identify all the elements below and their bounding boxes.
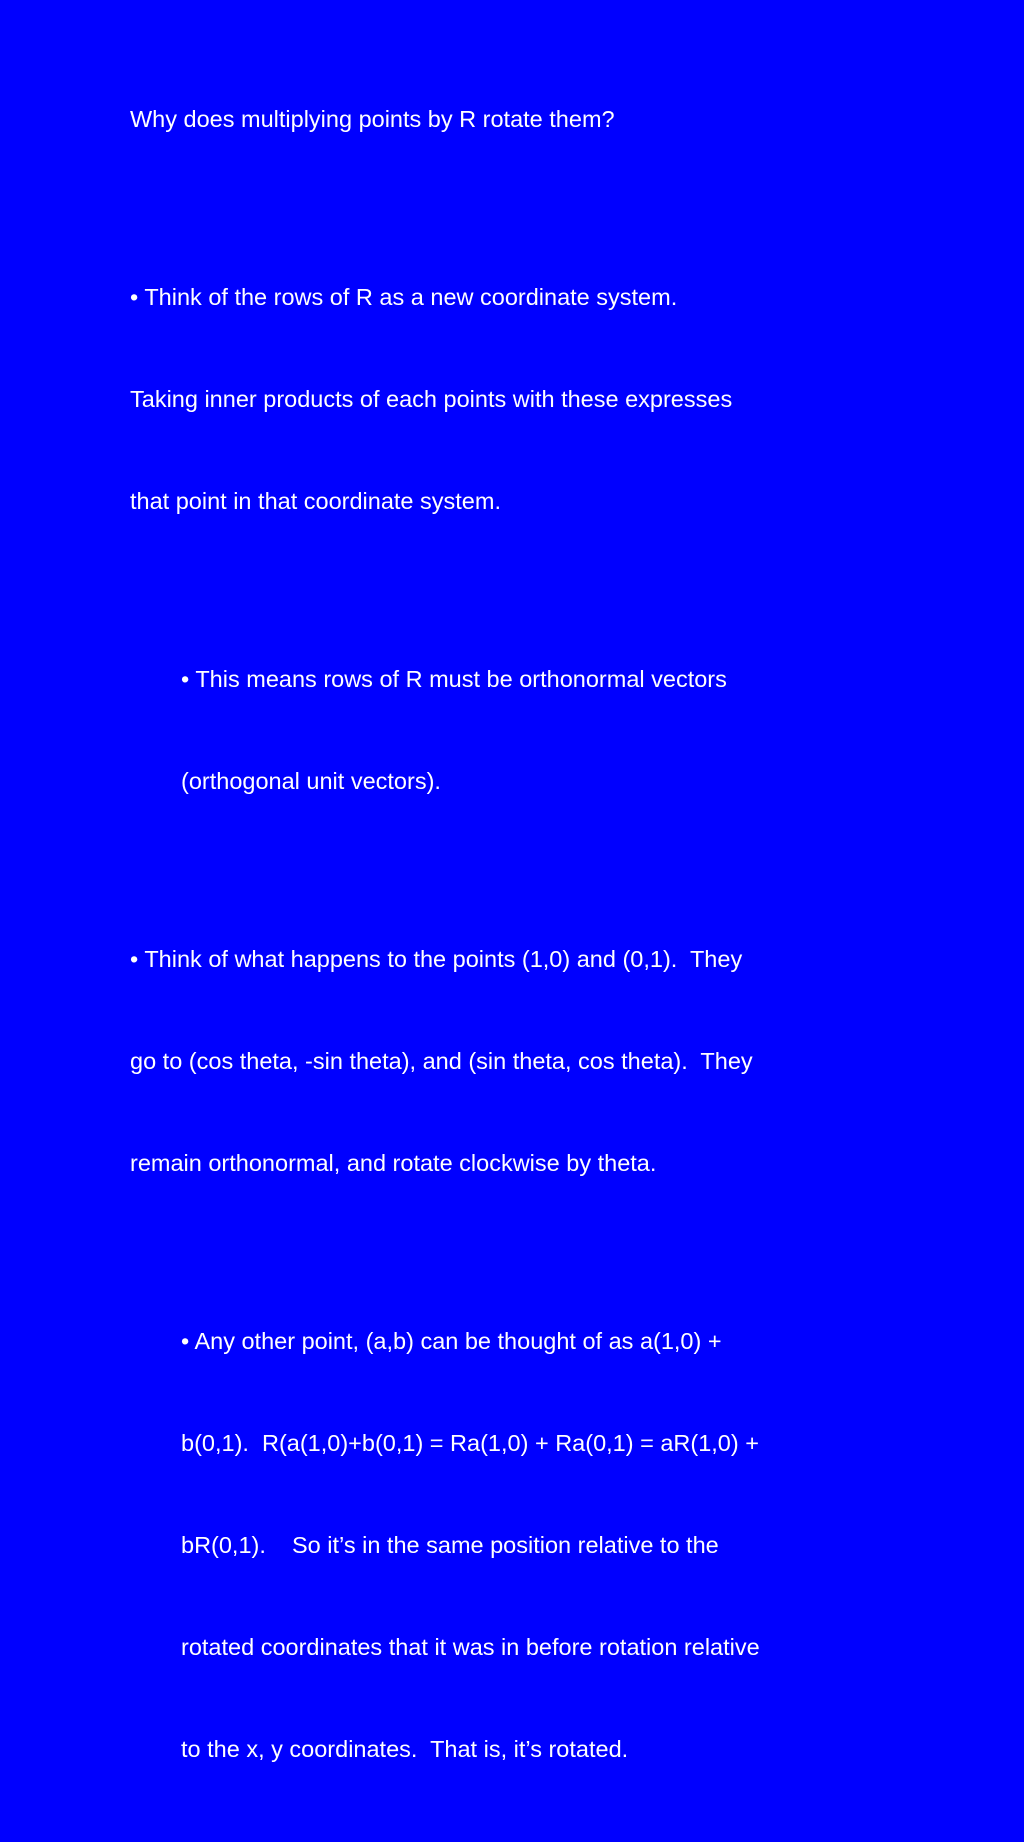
text-line: • Any other point, (a,b) can be thought of as a(1,0) + [181, 1328, 722, 1354]
text-line: b(0,1). R(a(1,0)+b(0,1) = Ra(1,0) + Ra(0,1) = aR(1,0) + [181, 1430, 759, 1456]
text-line: go to (cos theta, -sin theta), and (sin theta, cos theta). They [130, 1048, 753, 1074]
text-line: Why does multiplying points by R rotate them? [130, 106, 615, 132]
text-line: Taking inner products of each points with these expresses [130, 386, 733, 412]
text-line: bR(0,1). So it’s in the same position relative to the [181, 1532, 719, 1558]
text-line: remain orthonormal, and rotate clockwise by theta. [130, 1150, 657, 1176]
sub-bullet-orthonormal [181, 594, 891, 866]
bullet-basis-points [130, 874, 890, 1248]
slide-body [130, 34, 920, 1842]
text-line: • This means rows of R must be orthonormal vectors [181, 666, 727, 692]
sub-bullet-any-other-point [181, 1256, 891, 1834]
slide-title-question [130, 34, 890, 204]
text-line: (orthogonal unit vectors). [181, 768, 441, 794]
text-line: to the x, y coordinates. That is, it’s rotated. [181, 1736, 629, 1762]
text-line: rotated coordinates that it was in before rotation relative [181, 1634, 760, 1660]
bullet-rows-coordinate-system [130, 212, 890, 586]
text-line: • Think of what happens to the points (1,0) and (0,1). They [130, 946, 743, 972]
text-line: that point in that coordinate system. [130, 488, 501, 514]
text-line: • Think of the rows of R as a new coordinate system. [130, 284, 678, 310]
